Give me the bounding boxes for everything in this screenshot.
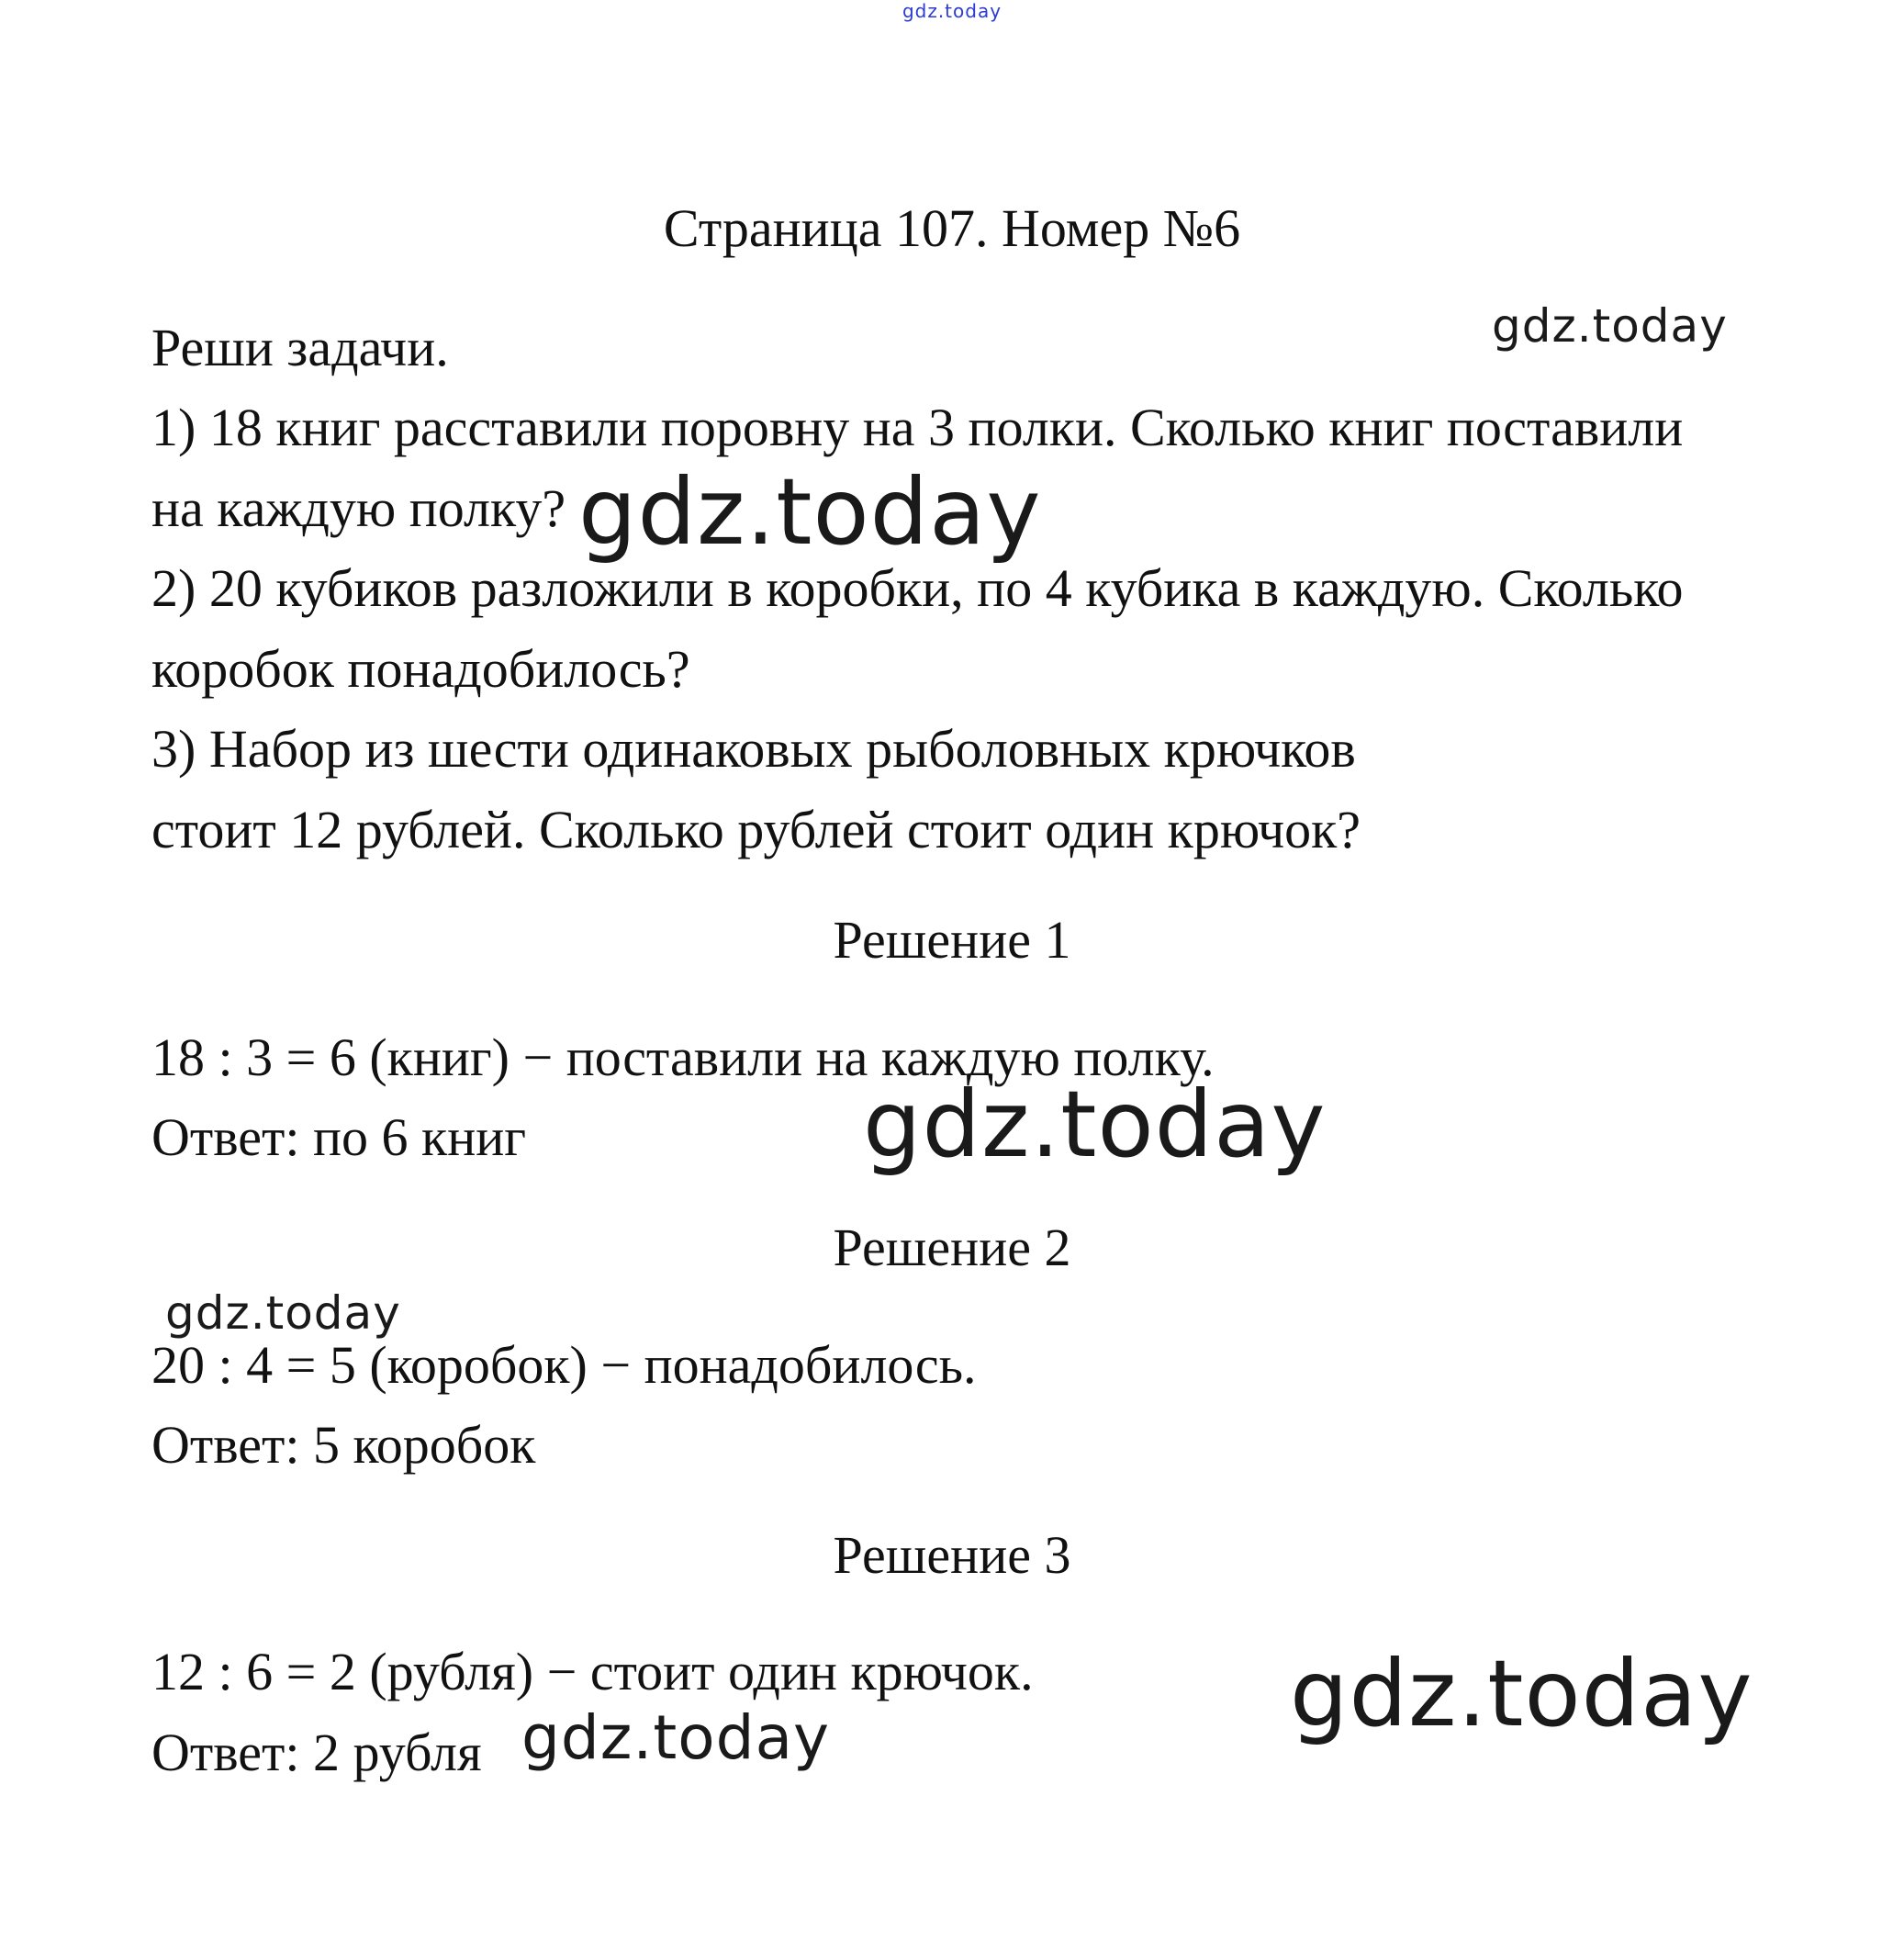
task-line-3: 2) 20 кубиков разложили в коробки, по 4 кубика в каждую. Сколько bbox=[151, 558, 1684, 618]
solution-1-answer: Ответ: по 6 книг bbox=[151, 1107, 527, 1167]
task-heading: Реши задачи. bbox=[151, 318, 449, 377]
page-title: Страница 107. Номер №6 bbox=[663, 198, 1241, 258]
solution-1-calc: 18 : 3 = 6 (книг) − поставили на каждую полку. bbox=[151, 1027, 1215, 1087]
watermark: gdz.today bbox=[1290, 1640, 1753, 1747]
solution-3-answer: Ответ: 2 рубля bbox=[151, 1723, 482, 1782]
watermark: gdz.today bbox=[1492, 299, 1728, 353]
task-line-1: 1) 18 книг расставили поровну на 3 полки. Сколько книг поставили bbox=[151, 398, 1684, 457]
watermark-top: gdz.today bbox=[902, 0, 1002, 22]
solution-2-heading: Решение 2 bbox=[833, 1218, 1071, 1277]
solution-3-calc: 12 : 6 = 2 (рубля) − стоит один крючок. bbox=[151, 1642, 1034, 1701]
task-line-2: на каждую полку? bbox=[151, 478, 566, 538]
watermark: gdz.today bbox=[521, 1702, 831, 1773]
solution-2-answer: Ответ: 5 коробок bbox=[151, 1415, 536, 1475]
watermark: gdz.today bbox=[165, 1286, 401, 1340]
watermark: gdz.today bbox=[578, 458, 1042, 566]
task-line-4: коробок понадобилось? bbox=[151, 639, 690, 699]
task-line-6: стоит 12 рублей. Сколько рублей стоит один крючок? bbox=[151, 800, 1361, 859]
solution-1-heading: Решение 1 bbox=[833, 910, 1071, 970]
watermark: gdz.today bbox=[863, 1071, 1327, 1178]
task-line-5: 3) Набор из шести одинаковых рыболовных крючков bbox=[151, 719, 1356, 779]
solution-3-heading: Решение 3 bbox=[833, 1525, 1071, 1585]
solution-2-calc: 20 : 4 = 5 (коробок) − понадобилось. bbox=[151, 1335, 977, 1395]
